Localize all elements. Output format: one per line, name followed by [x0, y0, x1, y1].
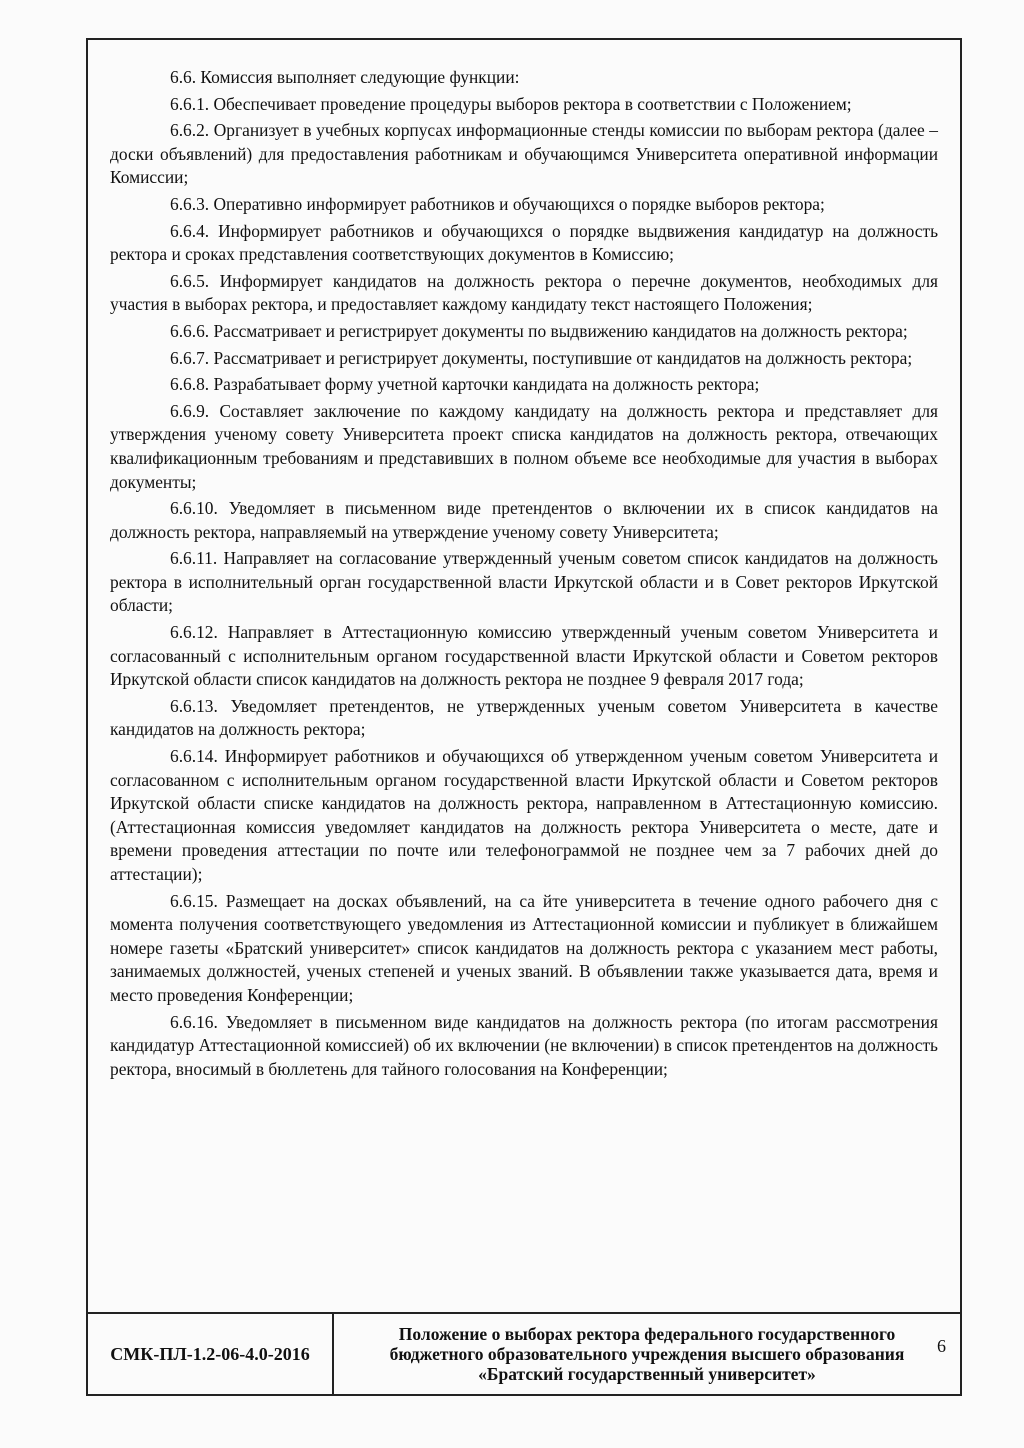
paragraph-6-6-4: 6.6.4. Информирует работников и обучающихся о порядке выдвижения кандидатур на должность ректора и сроках представления соответствующих документов в Комиссию; [110, 220, 938, 265]
paragraph-6-6-11: 6.6.11. Направляет на согласование утвержденный ученым советом список кандидатов на должность ректора в исполнительный орган государственной власти Иркутской области и в Совет ректоров Иркутской области; [110, 548, 938, 616]
paragraph-6-6-7: 6.6.7. Рассматривает и регистрирует документы, поступившие от кандидатов на должность ректора; [170, 347, 913, 368]
paragraph-6-6-2: 6.6.2. Организует в учебных корпусах информационные стенды комиссии по выборам ректора (далее – доски объявлений) для предоставления работникам и обучающимся Университета оперативной информации Комиссии; [110, 120, 938, 188]
paragraph-6-6: 6.6. Комиссия выполняет следующие функции: [170, 67, 520, 87]
page-frame [86, 38, 962, 1396]
document-footer [88, 1312, 960, 1394]
document-title-line3: «Братский государственный университет» [478, 1364, 816, 1384]
paragraph-6-6-14: 6.6.14. Информирует работников и обучающихся об утвержденном ученым советом Университета и согласованном с исполнительным органом государственной власти Иркутской области и Советом ректоров Иркутской области списке кандидатов на должность ректора, направленном в Аттестационную комиссию. (Аттестационная комиссия уведомляет кандидатов на должность ректора Университета о месте, дате и времени проведения аттестации по почте или телефонограммой не позднее чем за 7 рабочих дней до аттестации); [110, 746, 938, 884]
page-number: 6 [937, 1336, 946, 1356]
paragraph-6-6-1: 6.6.1. Обеспечивает проведение процедуры выборов ректора в соответствии с Положением; [170, 93, 852, 114]
paragraph-6-6-3: 6.6.3. Оперативно информирует работников и обучающихся о порядке выборов ректора; [170, 193, 825, 214]
document-body [110, 66, 938, 1084]
paragraph-6-6-13: 6.6.13. Уведомляет претендентов, не утвержденных ученым советом Университета в качестве кандидатов на должность ректора; [110, 695, 938, 740]
paragraph-6-6-16: 6.6.16. Уведомляет в письменном виде кандидатов на должность ректора (по итогам рассмотрения кандидатур Аттестационной комиссией) об их включении (не включении) в список претендентов на должность ректора, вносимый в бюллетень для тайного голосования на Конференции; [110, 1011, 938, 1079]
paragraph-6-6-10: 6.6.10. Уведомляет в письменном виде претендентов о включении их в список кандидатов на должность ректора, направляемый на утверждение ученому совету Университета; [110, 498, 938, 542]
paragraph-6-6-15: 6.6.15. Размещает на досках объявлений, на са йте университета в течение одного рабочего дня с момента получения соответствующего уведомления из Аттестационной комиссии и публикует в ближайшем номере газеты «Братский университет» список кандидатов на должность ректора с указанием мест работы, занимаемых должностей, ученых степеней и ученых званий. В объявлении также указывается дата, время и место проведения Конференции; [110, 890, 938, 1005]
document-code: СМК-ПЛ-1.2-06-4.0-2016 [88, 1314, 334, 1394]
paragraph-6-6-5: 6.6.5. Информирует кандидатов на должность ректора о перечне документов, необходимых для участия в выборах ректора, и предоставляет каждому кандидату текст настоящего Положения; [110, 270, 938, 315]
paragraph-6-6-6: 6.6.6. Рассматривает и регистрирует документы по выдвижению кандидатов на должность ректора; [170, 320, 908, 341]
paragraph-6-6-12: 6.6.12. Направляет в Аттестационную комиссию утвержденный ученым советом Университета и согласованный с исполнительным органом государственной власти Иркутской области и Советом ректоров Иркутской области список кандидатов на должность ректора не позднее 9 февраля 2017 года; [110, 622, 938, 690]
document-title-line1: Положение о выборах ректора федерального государственного [398, 1324, 896, 1344]
paragraph-6-6-8: 6.6.8. Разрабатывает форму учетной карточки кандидата на должность ректора; [170, 374, 760, 395]
paragraph-6-6-9: 6.6.9. Составляет заключение по каждому кандидату на должность ректора и представляет для утверждения ученому совету Университета проект списка кандидатов на должность ректора, отвечающих квалификационным требованиям и представивших в полном объеме все необходимые для участия в выборах документы; [110, 400, 938, 492]
document-title [334, 1314, 960, 1394]
document-title-line2: бюджетного образовательного учреждения высшего образования [389, 1344, 905, 1364]
